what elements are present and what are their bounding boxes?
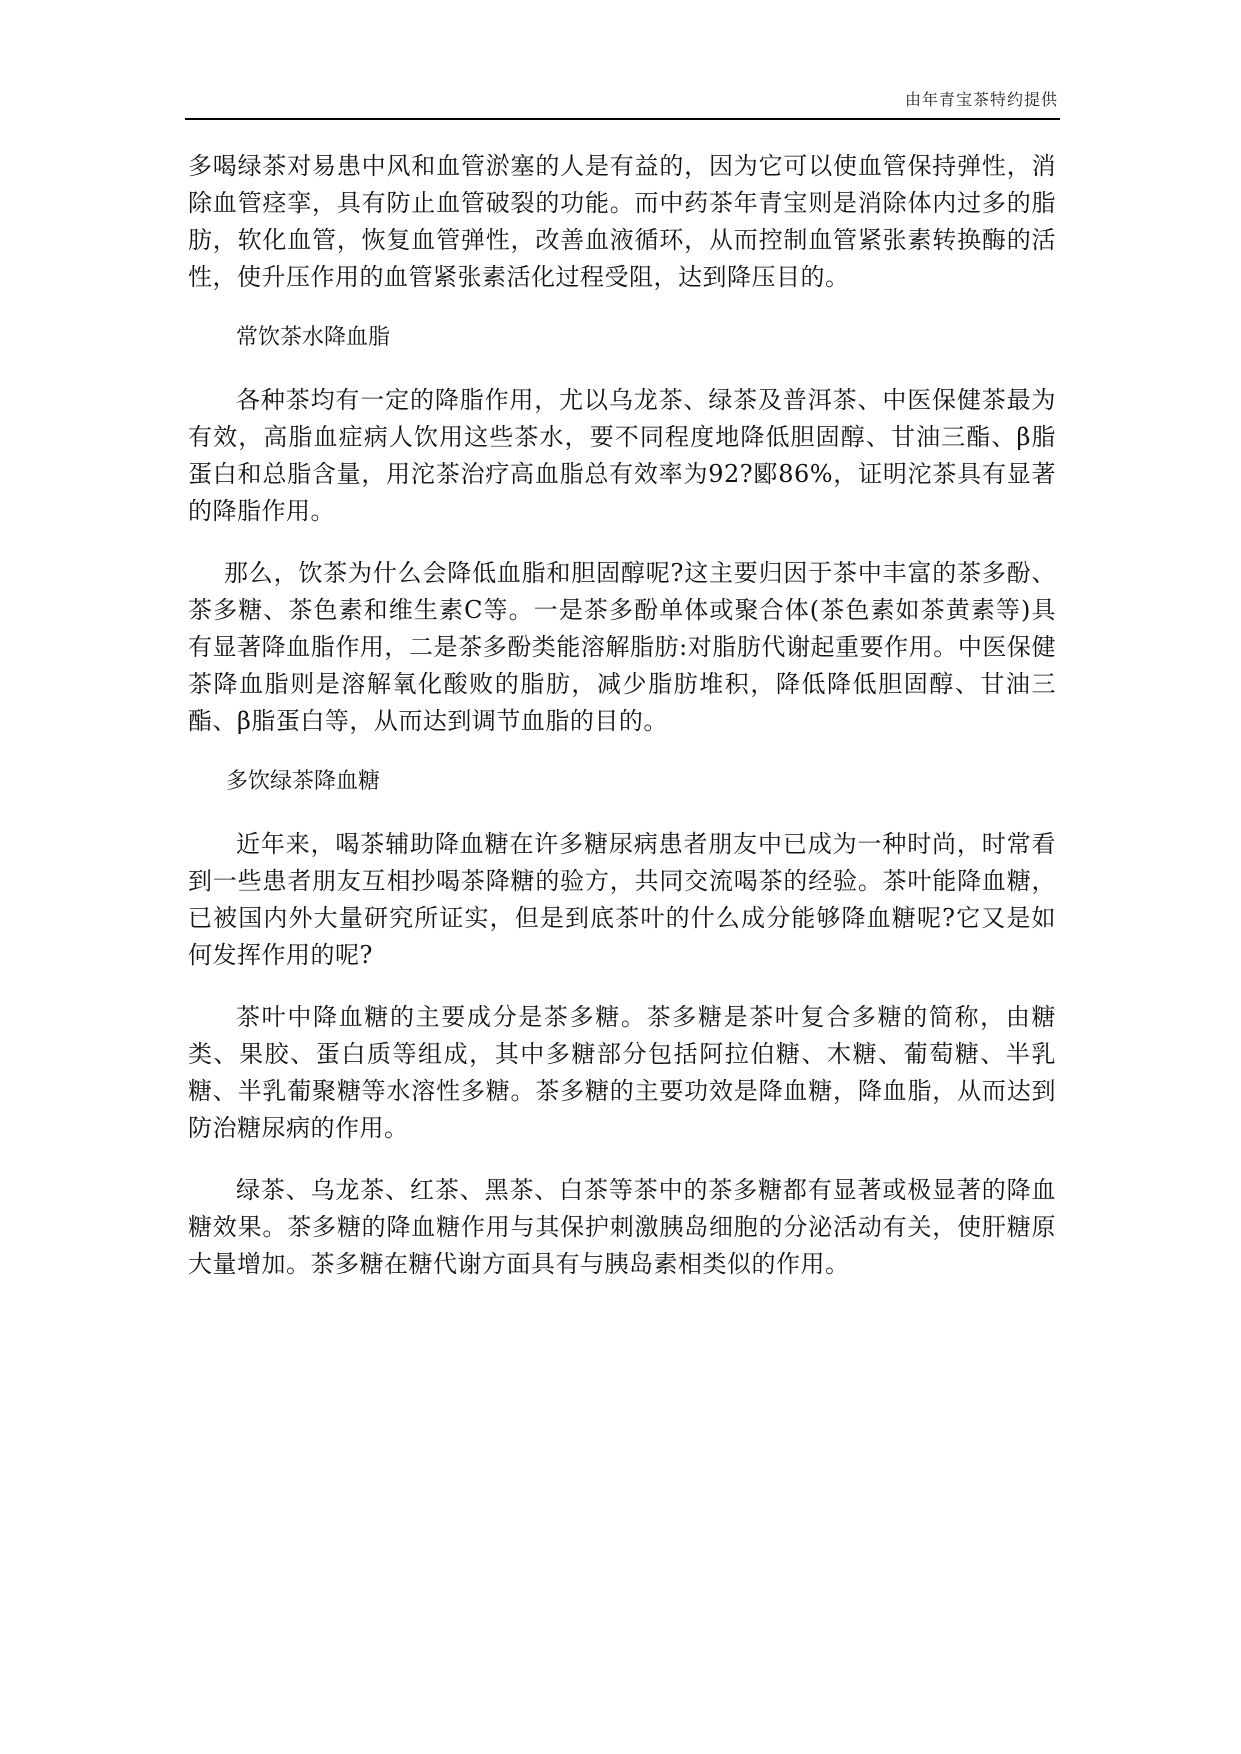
header-sponsor-text: 由年青宝茶特约提供 (904, 90, 1058, 109)
page-header (185, 80, 1060, 120)
subheading-lower-blood-lipids: 常饮茶水降血脂 (236, 325, 391, 350)
paragraph-tea-polysaccharides: 茶叶中降血糖的主要成分是茶多糖。茶多糖是茶叶复合多糖的简称，由糖类、果胶、蛋白质等组成，其中多糖部分包括阿拉伯糖、木糖、葡萄糖、半乳糖、半乳葡聚糖等水溶性多糖。茶多糖的主要功效是降血糖，降血脂，从而达到防治糖尿病的作用。 (188, 1003, 1056, 1142)
paragraph-green-tea-blood-vessels: 多喝绿茶对易患中风和血管淤塞的人是有益的，因为它可以使血管保持弹性，消除血管痉挛，具有防止血管破裂的功能。而中药茶年青宝则是消除体内过多的脂肪，软化血管，恢复血管弹性，改善血液循环，从而控制血管紧张素转换酶的活性，使升压作用的血管紧张素活化过程受阻，达到降压目的。 (188, 152, 1056, 291)
paragraph-tea-types-effect: 绿茶、乌龙茶、红茶、黑茶、白茶等茶中的茶多糖都有显著或极显著的降血糖效果。茶多糖的降血糖作用与其保护刺激胰岛细胞的分泌活动有关，使肝糖原大量增加。茶多糖在糖代谢方面具有与胰岛素相类似的作用。 (188, 1176, 1056, 1278)
paragraph-tea-lipid-lowering: 各种茶均有一定的降脂作用，尤以乌龙茶、绿茶及普洱茶、中医保健茶最为有效，高脂血症病人饮用这些茶水，要不同程度地降低胆固醇、甘油三酯、β脂蛋白和总脂含量，用沱茶治疗高血脂总有效率为92?郾86%，证明沱茶具有显著的降脂作用。 (188, 386, 1056, 525)
document-body (188, 148, 1056, 1308)
paragraph-why-tea-lowers-lipids: 那么，饮茶为什么会降低血脂和胆固醇呢?这主要归因于茶中丰富的茶多酚、茶多糖、茶色素和维生素C等。一是茶多酚单体或聚合体(茶色素如茶黄素等)具有显著降血脂作用，二是茶多酚类能溶解脂肪:对脂肪代谢起重要作用。中医保健茶降血脂则是溶解氧化酸败的脂肪，减少脂肪堆积，降低降低胆固醇、甘油三酯、β脂蛋白等，从而达到调节血脂的目的。 (188, 559, 1056, 735)
subheading-lower-blood-sugar: 多饮绿茶降血糖 (226, 769, 381, 794)
paragraph-tea-blood-sugar-trend: 近年来，喝茶辅助降血糖在许多糖尿病患者朋友中已成为一种时尚，时常看到一些患者朋友互相抄喝茶降糖的验方，共同交流喝茶的经验。茶叶能降血糖，已被国内外大量研究所证实，但是到底茶叶的什么成分能够降血糖呢?它又是如何发挥作用的呢? (188, 830, 1056, 969)
